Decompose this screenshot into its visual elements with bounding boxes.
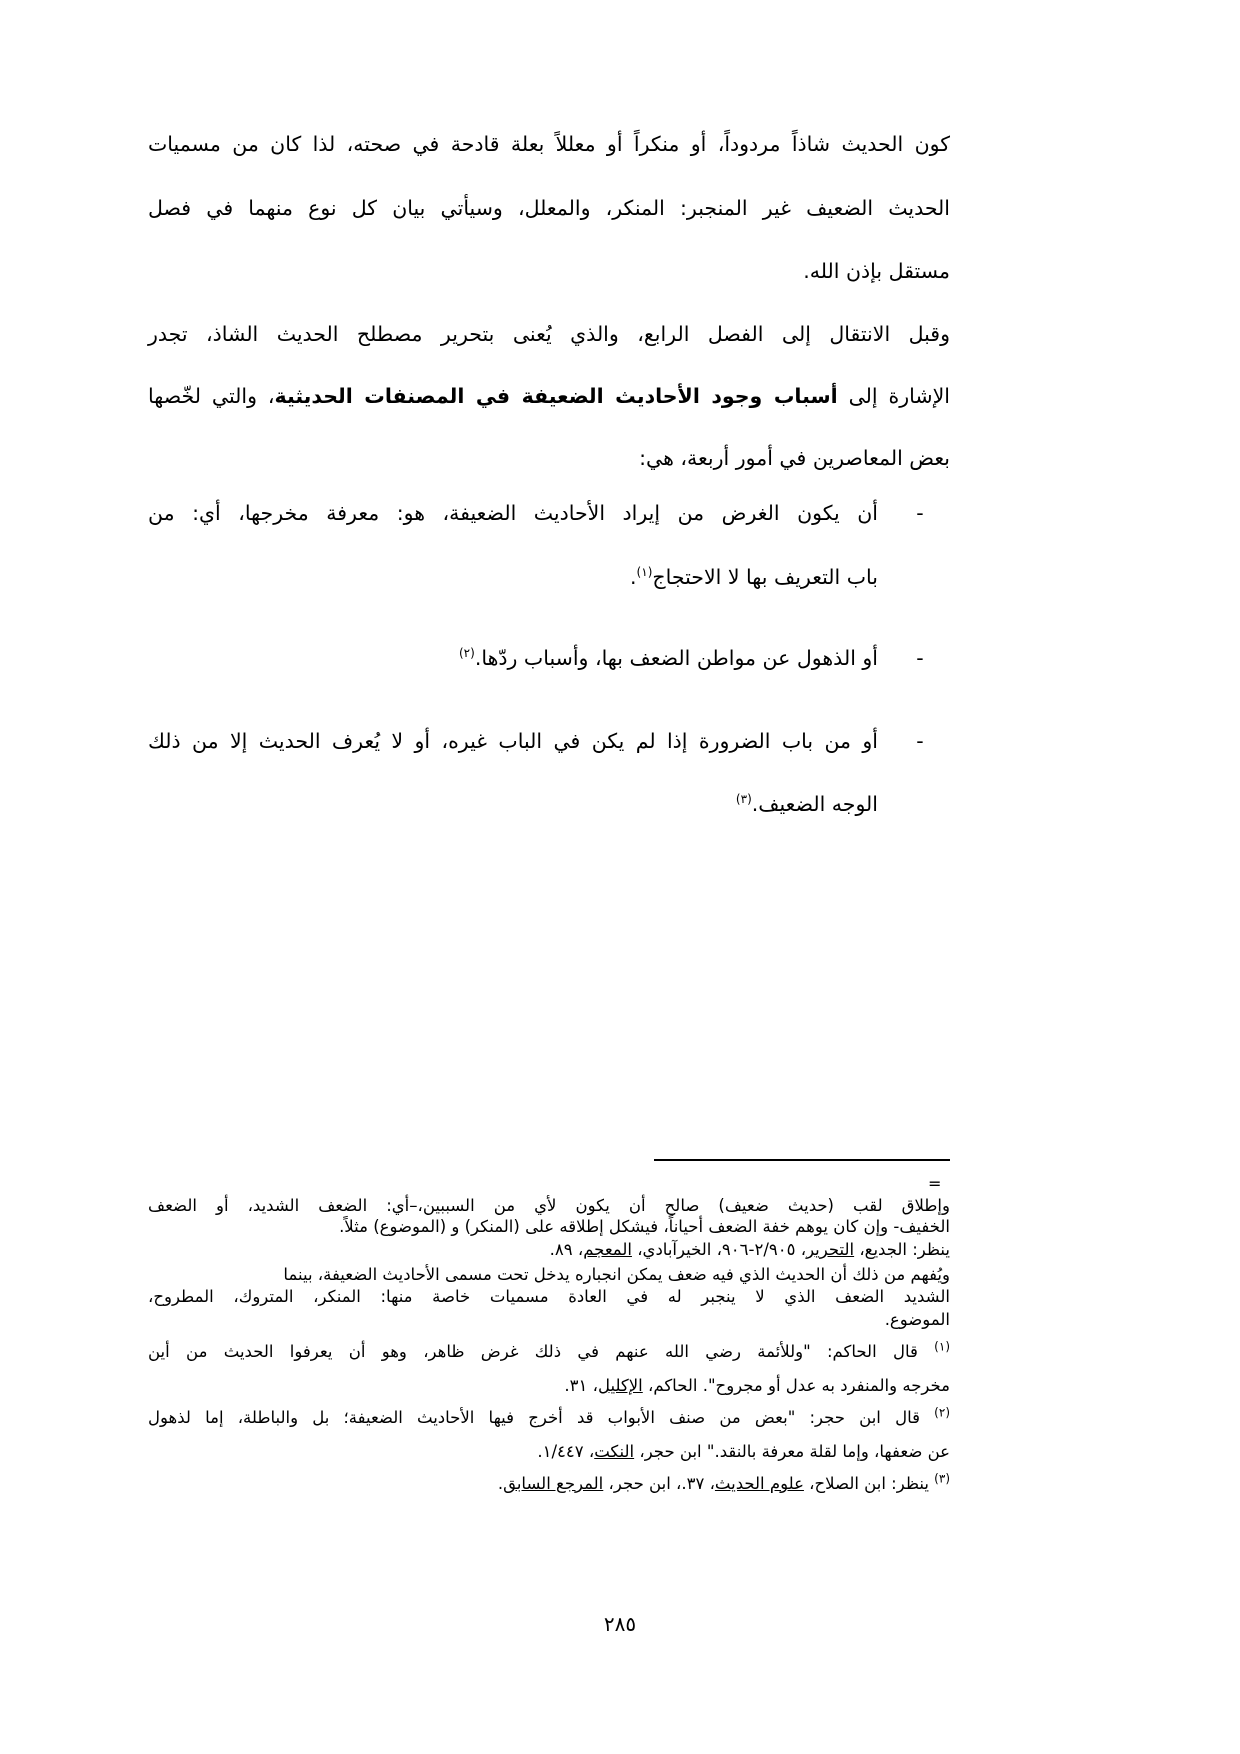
footnote-continuation-mark: = — [928, 1174, 942, 1193]
book-title-mujam: المعجم — [583, 1240, 632, 1259]
footnote-text: . — [497, 1474, 504, 1493]
paragraph-1-line-2: الحديث الضعيف غير المنجبر: المنكر، والمعلل، وسيأتي بيان كل نوع منهما في فصل — [148, 196, 950, 220]
footnote-1-line-2 — [148, 1374, 950, 1398]
book-title-tahrir: التحرير — [806, 1240, 855, 1259]
footnote-continued-line-3 — [148, 1238, 950, 1262]
paragraph-2-line-3: بعض المعاصرين في أمور أربعة، هي: — [639, 446, 950, 470]
footnote-ref-1[interactable]: (١) — [636, 565, 653, 580]
footnote-text: ، ٨٩. — [549, 1240, 584, 1259]
bullet-1-text: باب التعريف بها لا الاحتجاج — [652, 565, 878, 589]
footnote-3-marker: (٣) — [934, 1471, 950, 1486]
footnote-text: ينظر: الجديع، — [854, 1240, 950, 1259]
book-title-nukat: النكت — [594, 1442, 635, 1461]
footnote-2-marker: (٢) — [934, 1405, 950, 1420]
book-title-ulum-al-hadith: علوم الحديث — [714, 1474, 804, 1493]
paragraph-1-line-1: كون الحديث شاذاً مردوداً، أو منكراً أو معللاً بعلة قادحة في صحته، لذا كان من مسميات — [148, 132, 950, 156]
footnote-text: ينظر: ابن الصلاح، — [803, 1474, 935, 1493]
footnote-ref-3[interactable]: (٣) — [735, 792, 752, 807]
paragraph-2-text-start: الإشارة إلى — [837, 384, 950, 408]
footnote-1-marker: (١) — [934, 1339, 950, 1354]
footnote-2-line-1 — [148, 1406, 950, 1430]
footnote-text: ، ١/٤٤٧. — [537, 1442, 595, 1461]
footnote-3-line-1 — [148, 1472, 950, 1496]
page-number: ٢٨٥ — [603, 1612, 637, 1636]
footnote-continued-line-5: الشديد الضعف الذي لا ينجبر له في العادة مسميات خاصة منها: المنكر، المتروك، المطروح، — [148, 1287, 950, 1306]
book-title-previous-reference: المرجع السابق — [503, 1474, 604, 1493]
paragraph-2-line-1: وقبل الانتقال إلى الفصل الرابع، والذي يُعنى بتحرير مصطلح الحديث الشاذ، تجدر — [148, 322, 950, 346]
footnote-text: عن ضعفها، وإما لقلة معرفة بالنقد." ابن حجر، — [634, 1442, 950, 1461]
footnote-continued-line-1: وإطلاق لقب (حديث ضعيف) صالح أن يكون لأي من السببين،–أي: الضعف الشديد، أو الضعف — [148, 1196, 950, 1215]
bullet-1-period: . — [630, 565, 637, 589]
bullet-3-line-2 — [148, 786, 878, 822]
footnote-text: مخرجه والمنفرد به عدل أو مجروح". الحاكم، — [642, 1376, 950, 1395]
bullet-3-line-1: أو من باب الضرورة إذا لم يكن في الباب غيره، أو لا يُعرف الحديث إلا من ذلك — [148, 729, 878, 753]
paragraph-2-line-2 — [148, 378, 950, 414]
bullet-dash-3: - — [916, 729, 924, 753]
footnote-text: قال ابن حجر: "بعض من صنف الأبواب قد أخرج فيها الأحاديث الضعيفة؛ بل والباطلة، إما لذهول — [148, 1408, 935, 1427]
bullet-1-line-2 — [148, 559, 878, 595]
paragraph-2-text-end: ، والتي لخّصها — [148, 384, 275, 408]
footnote-text: قال الحاكم: "وللأئمة رضي الله عنهم في ذلك غرض ظاهر، وهو أن يعرفوا الحديث من أين — [148, 1342, 935, 1361]
book-title-iklil: الإكليل — [597, 1376, 643, 1395]
footnote-separator — [654, 1159, 950, 1161]
footnote-2-line-2 — [148, 1440, 950, 1464]
bullet-3-text: الوجه الضعيف. — [751, 792, 878, 816]
footnote-text: ، ٢/٩٠٥-٩٠٦، الخيرآبادي، — [631, 1240, 807, 1259]
bullet-1-line-1: أن يكون الغرض من إيراد الأحاديث الضعيفة، هو: معرفة مخرجها، أي: من — [148, 501, 878, 525]
bullet-2-text: أو الذهول عن مواطن الضعف بها، وأسباب ردّها. — [474, 646, 878, 670]
footnote-1-line-1 — [148, 1340, 950, 1364]
bullet-2-line-1 — [148, 640, 878, 676]
footnote-continued-line-4: ويُفهم من ذلك أن الحديث الذي فيه ضعف يمكن انجباره يدخل تحت مسمى الأحاديث الضعيفة، بينما — [283, 1265, 950, 1284]
paragraph-2-bold-phrase: أسباب وجود الأحاديث الضعيفة في المصنفات الحديثية — [274, 384, 838, 408]
bullet-dash-2: - — [916, 646, 924, 670]
footnote-ref-2[interactable]: (٢) — [458, 646, 475, 661]
footnote-text: ، ٣١. — [564, 1376, 598, 1395]
bullet-dash-1: - — [916, 501, 924, 525]
footnote-continued-line-2: الخفيف- وإن كان يوهم خفة الضعف أحياناً، فيشكل إطلاقه على (المنكر) و (الموضوع) مثلاً. — [339, 1217, 950, 1236]
footnote-continued-line-6: الموضوع. — [884, 1310, 950, 1329]
paragraph-1-line-3: مستقل بإذن الله. — [803, 259, 950, 283]
footnote-text: ، ٣٧.، ابن حجر، — [603, 1474, 715, 1493]
